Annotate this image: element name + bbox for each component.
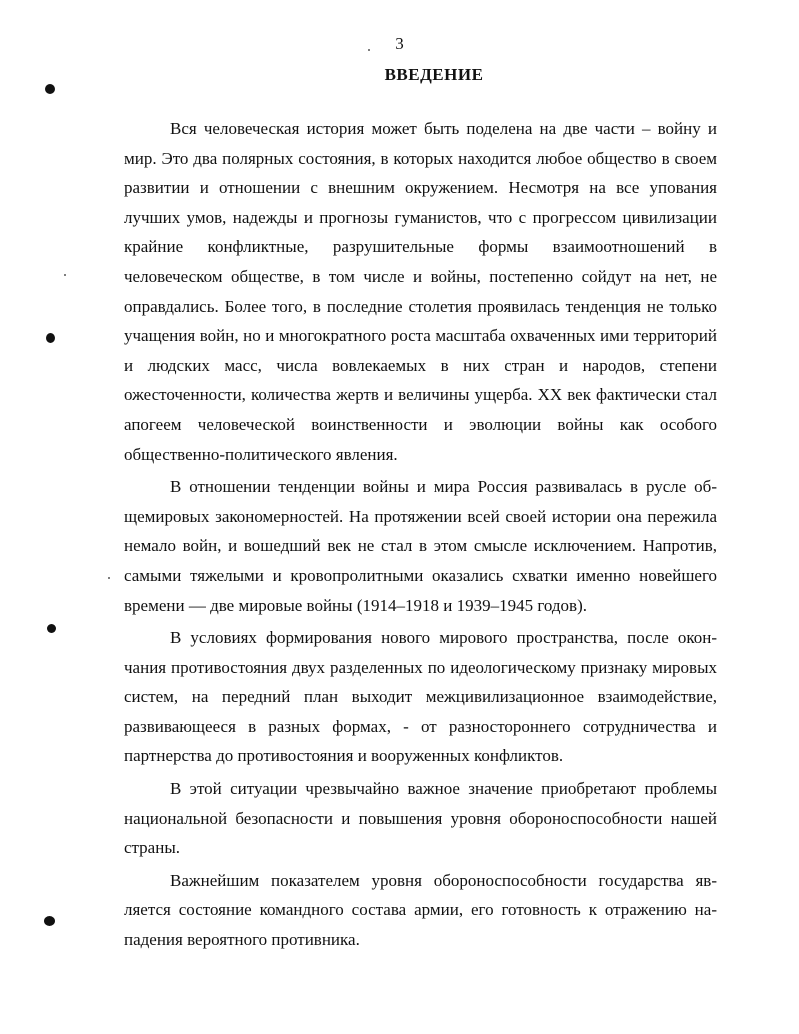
paragraph: Вся человеческая история может быть поделена на две части – войну и мир. Это два полярных состояния, в которых находится любое общество в своем развитии и отношении с внешним окружением. Несмотря на все упования лучших умов, надежды и прогнозы гуманистов, что с прогрессом цивилизации крайние конфликтные, разрушительные формы взаимоотношений в человеческом обществе, в том числе и войны, постепенно сойдут на нет, не оправдались. Более того, в последние столетия проявилась тенденция не только учащения войн, но и многократного роста масштаба охваченных ими территорий и людских масс, числа вовлекаемых в них стран и народов, степени ожесточенности, количества жертв и величины ущерба. XX век фактически стал апогеем человеческой воинственности и эволюции войны как особого общественно-политического явления. [124,119,717,464]
page-title: ВВЕДЕНИЕ [384,65,484,84]
introduction-body [124,114,717,955]
scan-mark [46,333,55,343]
paragraph: В отношении тенденции войны и мира Россия развивалась в русле общемировых закономерностей. На протяжении всей своей истории она пережила немало войн, и вошедший век не стал в этом смысле исключением. Напротив, самыми тяжелыми и кровопролитными оказались схватки именно новейшего времени — две мировые войны (1914–1918 и 1939–1945 годов). [124,477,717,615]
scan-mark [44,916,55,926]
scan-speck [64,274,66,276]
scan-speck [108,577,110,579]
paragraph: В этой ситуации чрезвычайно важное значение приобретают проблемы национальной безопасности и повышения уровня обороноспособности нашей страны. [124,779,717,858]
page-number: 3 [395,34,404,53]
paragraph: В условиях формирования нового мирового пространства, после окончания противостояния двух разделенных по идеологическому признаку мировых систем, на передний план выходит межцивилизационное взаимодействие, развивающееся в разных формах, - от разностороннего сотрудничества и партнерства до противостояния и вооруженных конфликтов. [124,628,717,766]
scan-mark [47,624,56,633]
paragraph: Важнейшим показателем уровня обороноспособности государства является состояние командного состава армии, его готовность к отражению нападения вероятного противника. [124,870,717,950]
